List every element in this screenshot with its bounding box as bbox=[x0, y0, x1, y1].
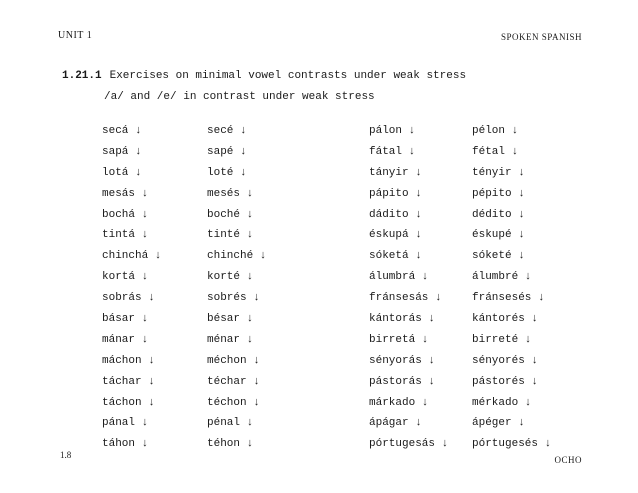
word-item: pálon ↓ bbox=[369, 125, 416, 137]
word-item: álumbrá ↓ bbox=[369, 271, 429, 284]
page-number: 1.8 bbox=[60, 450, 72, 460]
word-item: sóketá ↓ bbox=[369, 250, 422, 263]
word-item: boché ↓ bbox=[207, 208, 254, 221]
word-item: sapé ↓ bbox=[207, 145, 247, 158]
word-item: táhon ↓ bbox=[102, 438, 149, 451]
word-item: máchon ↓ bbox=[102, 354, 155, 367]
word-item: táchar ↓ bbox=[102, 375, 155, 388]
word-item: fátal ↓ bbox=[369, 145, 416, 158]
word-column-e-pretonic bbox=[472, 121, 551, 455]
word-column-e-weak bbox=[207, 121, 266, 455]
word-item: mérkado ↓ bbox=[472, 396, 532, 409]
word-item: sényorés ↓ bbox=[472, 354, 539, 367]
word-item: fétal ↓ bbox=[472, 145, 519, 158]
word-item: dédito ↓ bbox=[472, 208, 525, 221]
word-item: pánal ↓ bbox=[102, 417, 149, 430]
word-item: korté ↓ bbox=[207, 271, 254, 284]
section-number: 1.21.1 bbox=[62, 70, 102, 82]
word-column-a-weak bbox=[102, 121, 161, 455]
word-item: téchar ↓ bbox=[207, 375, 260, 388]
word-item: kortá ↓ bbox=[102, 271, 149, 284]
word-item: lotá ↓ bbox=[102, 166, 142, 179]
word-item: éskupé ↓ bbox=[472, 229, 525, 242]
word-item: tintá ↓ bbox=[102, 229, 149, 242]
word-item: sobrás ↓ bbox=[102, 292, 155, 305]
word-item: sényorás ↓ bbox=[369, 354, 436, 367]
word-item: dádito ↓ bbox=[369, 208, 422, 221]
word-item: pástorás ↓ bbox=[369, 375, 436, 388]
word-item: méchon ↓ bbox=[207, 354, 260, 367]
word-item: kántorás ↓ bbox=[369, 313, 436, 326]
word-item: loté ↓ bbox=[207, 166, 247, 179]
word-item: mesás ↓ bbox=[102, 187, 149, 200]
word-item: sóketé ↓ bbox=[472, 250, 525, 263]
word-item: táchon ↓ bbox=[102, 396, 155, 409]
word-item: birreté ↓ bbox=[472, 333, 532, 346]
word-item: ápéger ↓ bbox=[472, 417, 525, 430]
word-item: chinchá ↓ bbox=[102, 250, 162, 263]
section-subtitle: /a/ and /e/ in contrast under weak stress bbox=[104, 91, 375, 103]
word-item: éskupá ↓ bbox=[369, 229, 422, 242]
word-item: pénal ↓ bbox=[207, 417, 254, 430]
word-item: chinché ↓ bbox=[207, 250, 267, 263]
word-item: ápágar ↓ bbox=[369, 417, 422, 430]
page-word: OCHO bbox=[554, 455, 582, 465]
word-item: pástorés ↓ bbox=[472, 375, 539, 388]
word-item: secá ↓ bbox=[102, 125, 142, 137]
word-item: álumbré ↓ bbox=[472, 271, 532, 284]
word-item: bésar ↓ bbox=[207, 313, 254, 326]
word-item: pórtugesés ↓ bbox=[472, 438, 552, 451]
word-item: fránsesés ↓ bbox=[472, 292, 545, 305]
word-item: ménar ↓ bbox=[207, 333, 254, 346]
word-item: pápito ↓ bbox=[369, 187, 422, 200]
word-item: pélon ↓ bbox=[472, 125, 519, 137]
word-item: bochá ↓ bbox=[102, 208, 149, 221]
word-item: mánar ↓ bbox=[102, 333, 149, 346]
word-item: fránsesás ↓ bbox=[369, 292, 442, 305]
word-item: básar ↓ bbox=[102, 313, 149, 326]
word-item: pépito ↓ bbox=[472, 187, 525, 200]
word-item: tényir ↓ bbox=[472, 166, 525, 179]
unit-label: UNIT 1 bbox=[58, 30, 93, 41]
word-item: birretá ↓ bbox=[369, 333, 429, 346]
book-title: SPOKEN SPANISH bbox=[501, 32, 582, 42]
word-item: téhon ↓ bbox=[207, 438, 254, 451]
word-item: kántorés ↓ bbox=[472, 313, 539, 326]
word-item: sapá ↓ bbox=[102, 145, 142, 158]
word-item: márkado ↓ bbox=[369, 396, 429, 409]
word-column-a-pretonic bbox=[369, 121, 448, 455]
word-item: tinté ↓ bbox=[207, 229, 254, 242]
word-item: mesés ↓ bbox=[207, 187, 254, 200]
section-title: Exercises on minimal vowel contrasts under weak stress bbox=[109, 70, 467, 82]
word-item: sobrés ↓ bbox=[207, 292, 260, 305]
word-item: tányir ↓ bbox=[369, 166, 422, 179]
word-item: pórtugesás ↓ bbox=[369, 438, 449, 451]
section-heading bbox=[62, 70, 466, 82]
word-item: secé ↓ bbox=[207, 125, 247, 137]
word-item: téchon ↓ bbox=[207, 396, 260, 409]
